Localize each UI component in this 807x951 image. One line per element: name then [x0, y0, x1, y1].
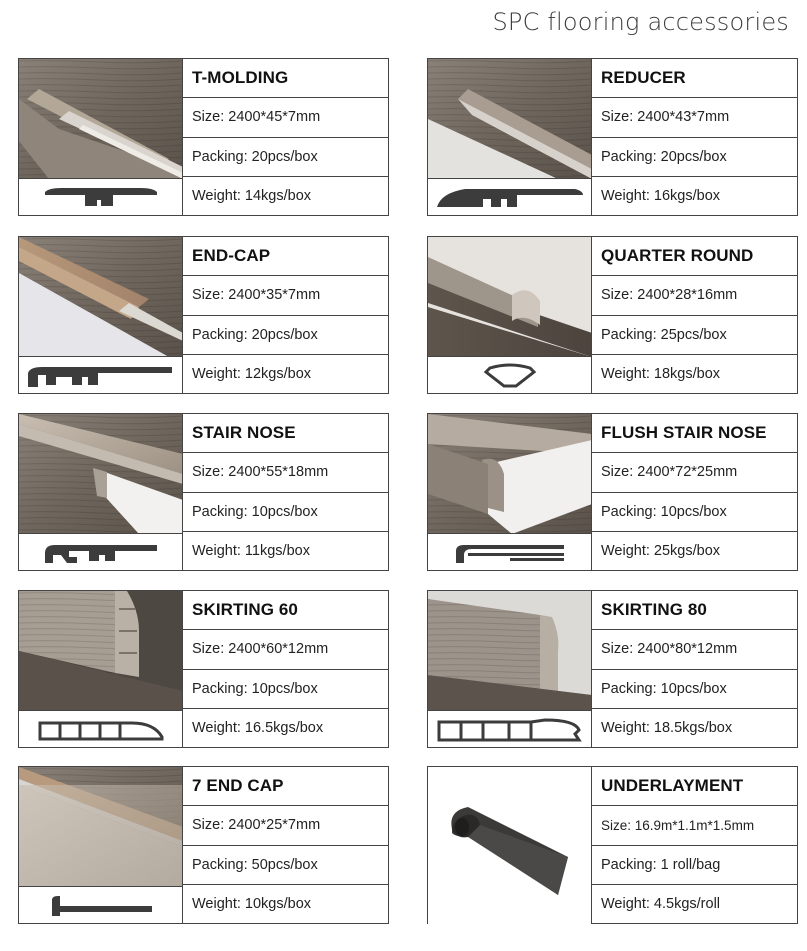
product-size: Size: 2400*35*7mm — [183, 276, 388, 315]
product-packing: Packing: 50pcs/box — [183, 846, 388, 885]
product-weight: Weight: 16.5kgs/box — [192, 720, 324, 737]
product-size: Size: 2400*45*7mm — [183, 98, 388, 137]
profile-drawing — [19, 711, 183, 748]
product-size: Size: 2400*25*7mm — [183, 806, 388, 845]
product-card-quarter-round — [427, 236, 798, 394]
product-size: Size: 2400*72*25mm — [592, 453, 797, 492]
product-name: REDUCER — [592, 59, 797, 98]
page-title: SPC flooring accessories — [492, 8, 789, 36]
product-size: Size: 2400*80*12mm — [592, 630, 797, 669]
product-name: FLUSH STAIR NOSE — [592, 414, 797, 453]
product-packing: Packing: 10pcs/box — [183, 493, 388, 532]
flush-stair-nose-profile-icon — [450, 539, 570, 567]
profile-drawing — [428, 711, 592, 748]
product-name: UNDERLAYMENT — [592, 767, 797, 806]
product-name: 7 END CAP — [183, 767, 388, 806]
profile-drawing — [19, 357, 183, 394]
product-photo — [428, 237, 592, 357]
product-size: Size: 2400*60*12mm — [183, 630, 388, 669]
product-weight: Weight: 10kgs/box — [192, 896, 312, 913]
product-card-t-molding — [18, 58, 389, 216]
product-packing: Packing: 1 roll/bag — [592, 846, 797, 885]
product-weight: Weight: 14kgs/box — [192, 188, 312, 205]
quarter-round-profile-icon — [480, 362, 540, 390]
product-weight: Weight: 18.5kgs/box — [601, 720, 733, 737]
skirting-60-profile-icon — [36, 717, 166, 743]
product-photo — [428, 414, 592, 534]
profile-drawing — [428, 179, 592, 216]
product-card-7-end-cap — [18, 766, 389, 924]
profile-drawing — [428, 534, 592, 571]
product-photo — [19, 767, 183, 887]
end-cap-profile-icon — [26, 363, 176, 389]
7-end-cap-profile-icon — [46, 892, 156, 920]
product-packing: Packing: 20pcs/box — [592, 138, 797, 177]
profile-drawing — [19, 179, 183, 216]
product-weight: Weight: 11kgs/box — [192, 543, 310, 560]
product-card-skirting-80 — [427, 590, 798, 748]
product-size: Size: 2400*55*18mm — [183, 453, 388, 492]
product-packing: Packing: 10pcs/box — [592, 670, 797, 709]
product-card-end-cap — [18, 236, 389, 394]
product-name: STAIR NOSE — [183, 414, 388, 453]
product-name: SKIRTING 60 — [183, 591, 388, 630]
product-weight: Weight: 16kgs/box — [601, 188, 721, 205]
product-card-reducer — [427, 58, 798, 216]
product-card-flush-stair-nose — [427, 413, 798, 571]
product-name: END-CAP — [183, 237, 388, 276]
profile-drawing — [19, 887, 183, 924]
product-photo — [19, 237, 183, 357]
product-card-underlayment — [427, 766, 798, 924]
product-size: Size: 2400*43*7mm — [592, 98, 797, 137]
product-photo — [428, 591, 592, 711]
profile-drawing — [428, 357, 592, 394]
product-name: T-MOLDING — [183, 59, 388, 98]
product-name: QUARTER ROUND — [592, 237, 797, 276]
product-weight: Weight: 12kgs/box — [192, 366, 312, 383]
product-size: Size: 16.9m*1.1m*1.5mm — [592, 806, 797, 845]
product-name: SKIRTING 80 — [592, 591, 797, 630]
product-photo — [428, 767, 592, 924]
stair-nose-profile-icon — [41, 539, 161, 567]
profile-drawing — [19, 534, 183, 571]
product-packing: Packing: 10pcs/box — [183, 670, 388, 709]
reducer-profile-icon — [435, 185, 585, 211]
product-photo — [19, 59, 183, 179]
product-photo — [428, 59, 592, 179]
product-weight: Weight: 18kgs/box — [601, 366, 721, 383]
product-size: Size: 2400*28*16mm — [592, 276, 797, 315]
product-photo — [19, 414, 183, 534]
product-packing: Packing: 20pcs/box — [183, 316, 388, 355]
product-photo — [19, 591, 183, 711]
product-card-skirting-60 — [18, 590, 389, 748]
product-card-stair-nose — [18, 413, 389, 571]
product-weight: Weight: 25kgs/box — [601, 543, 721, 560]
skirting-80-profile-icon — [435, 716, 585, 744]
t-molding-profile-icon — [41, 186, 161, 210]
product-packing: Packing: 10pcs/box — [592, 493, 797, 532]
product-packing: Packing: 20pcs/box — [183, 138, 388, 177]
product-packing: Packing: 25pcs/box — [592, 316, 797, 355]
product-weight: Weight: 4.5kgs/roll — [601, 896, 721, 913]
